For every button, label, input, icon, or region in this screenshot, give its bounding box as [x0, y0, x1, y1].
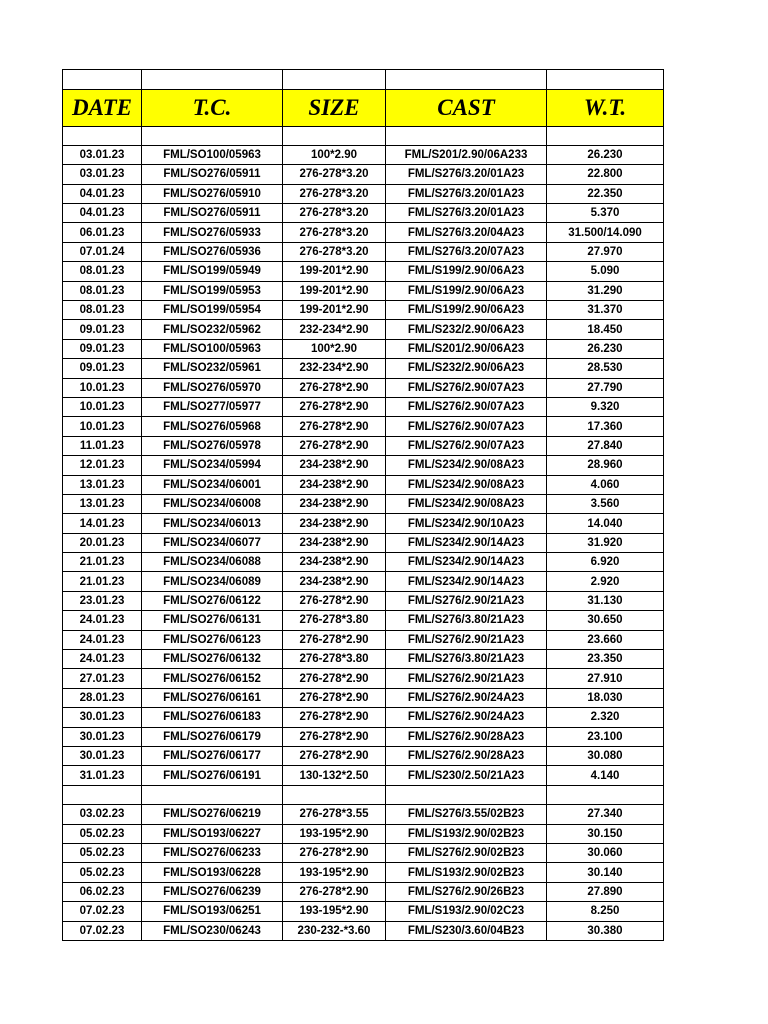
- cast-cell[interactable]: FML/S276/2.90/07A23: [386, 436, 547, 455]
- cast-cell[interactable]: FML/S201/2.90/06A233: [386, 145, 547, 164]
- date-cell[interactable]: 07.02.23: [63, 921, 142, 940]
- size-cell[interactable]: 276-278*2.90: [283, 708, 386, 727]
- wt-cell[interactable]: 31.500/14.090: [547, 223, 664, 242]
- wt-cell[interactable]: 18.450: [547, 320, 664, 339]
- wt-cell[interactable]: 27.340: [547, 805, 664, 824]
- date-cell[interactable]: 07.02.23: [63, 902, 142, 921]
- table-row: [63, 514, 664, 533]
- size-cell[interactable]: 276-278*2.90: [283, 688, 386, 707]
- wt-cell[interactable]: 2.920: [547, 572, 664, 591]
- date-cell[interactable]: 10.01.23: [63, 397, 142, 416]
- wt-cell[interactable]: 18.030: [547, 688, 664, 707]
- wt-cell[interactable]: 30.060: [547, 843, 664, 862]
- cast-cell[interactable]: FML/S276/2.90/21A23: [386, 669, 547, 688]
- cast-cell[interactable]: FML/S276/2.90/28A23: [386, 727, 547, 746]
- wt-cell[interactable]: 26.230: [547, 339, 664, 358]
- tc-cell[interactable]: FML/SO276/06152: [142, 669, 283, 688]
- cast-cell[interactable]: FML/S276/2.90/07A23: [386, 417, 547, 436]
- size-cell[interactable]: 234-238*2.90: [283, 553, 386, 572]
- size-cell[interactable]: 199-201*2.90: [283, 262, 386, 281]
- table-row: [63, 165, 664, 184]
- date-cell[interactable]: 24.01.23: [63, 611, 142, 630]
- date-cell[interactable]: 05.02.23: [63, 863, 142, 882]
- blank-cell[interactable]: [63, 126, 142, 145]
- size-cell[interactable]: 193-195*2.90: [283, 863, 386, 882]
- tc-cell[interactable]: FML/SO193/06227: [142, 824, 283, 843]
- table-row: [63, 630, 664, 649]
- cast-cell[interactable]: FML/S276/3.55/02B23: [386, 805, 547, 824]
- size-cell[interactable]: 276-278*2.90: [283, 727, 386, 746]
- table-row: [63, 223, 664, 242]
- wt-cell[interactable]: 14.040: [547, 514, 664, 533]
- wt-cell[interactable]: 17.360: [547, 417, 664, 436]
- tc-cell[interactable]: FML/SO276/06179: [142, 727, 283, 746]
- date-cell[interactable]: 05.02.23: [63, 843, 142, 862]
- tc-cell[interactable]: FML/SO276/06161: [142, 688, 283, 707]
- tc-cell[interactable]: FML/SO276/05936: [142, 242, 283, 261]
- wt-cell[interactable]: 31.370: [547, 301, 664, 320]
- tc-cell[interactable]: FML/SO276/06183: [142, 708, 283, 727]
- tc-cell[interactable]: FML/SO276/05933: [142, 223, 283, 242]
- wt-cell[interactable]: 27.790: [547, 378, 664, 397]
- date-cell[interactable]: 08.01.23: [63, 281, 142, 300]
- tc-cell[interactable]: FML/SO230/06243: [142, 921, 283, 940]
- tc-cell[interactable]: FML/SO276/05978: [142, 436, 283, 455]
- wt-cell[interactable]: 31.290: [547, 281, 664, 300]
- wt-cell[interactable]: 30.650: [547, 611, 664, 630]
- tc-cell[interactable]: FML/SO276/06131: [142, 611, 283, 630]
- wt-cell[interactable]: 22.350: [547, 184, 664, 203]
- size-cell[interactable]: 199-201*2.90: [283, 281, 386, 300]
- cast-cell[interactable]: FML/S276/2.90/21A23: [386, 591, 547, 610]
- blank-cell[interactable]: [386, 126, 547, 145]
- cast-cell[interactable]: FML/S199/2.90/06A23: [386, 301, 547, 320]
- date-cell[interactable]: 08.01.23: [63, 262, 142, 281]
- size-cell[interactable]: 276-278*2.90: [283, 747, 386, 766]
- table-row: [63, 708, 664, 727]
- blank-cell[interactable]: [63, 785, 142, 804]
- size-cell[interactable]: 130-132*2.50: [283, 766, 386, 785]
- table-row: [63, 921, 664, 940]
- size-cell[interactable]: 276-278*3.20: [283, 184, 386, 203]
- blank-cell[interactable]: [547, 126, 664, 145]
- cast-cell[interactable]: FML/S234/2.90/14A23: [386, 533, 547, 552]
- cast-cell[interactable]: FML/S199/2.90/06A23: [386, 262, 547, 281]
- blank-cell[interactable]: [283, 70, 386, 90]
- table-row: [63, 902, 664, 921]
- wt-cell[interactable]: 26.230: [547, 145, 664, 164]
- tc-cell[interactable]: FML/SO276/06233: [142, 843, 283, 862]
- tc-cell[interactable]: FML/SO193/06228: [142, 863, 283, 882]
- blank-cell[interactable]: [63, 70, 142, 90]
- table-row: [63, 145, 664, 164]
- date-cell[interactable]: 24.01.23: [63, 630, 142, 649]
- tc-cell[interactable]: FML/SO232/05962: [142, 320, 283, 339]
- size-cell[interactable]: 276-278*3.20: [283, 204, 386, 223]
- size-cell[interactable]: 276-278*3.80: [283, 650, 386, 669]
- date-cell[interactable]: 20.01.23: [63, 533, 142, 552]
- date-cell[interactable]: 31.01.23: [63, 766, 142, 785]
- table-row: [63, 262, 664, 281]
- table-row: [63, 727, 664, 746]
- date-cell[interactable]: 09.01.23: [63, 339, 142, 358]
- table-row: [63, 591, 664, 610]
- cast-cell[interactable]: FML/S232/2.90/06A23: [386, 359, 547, 378]
- tc-cell[interactable]: FML/SO276/06239: [142, 882, 283, 901]
- size-cell[interactable]: 100*2.90: [283, 339, 386, 358]
- date-cell[interactable]: 14.01.23: [63, 514, 142, 533]
- tc-cell[interactable]: FML/SO276/05968: [142, 417, 283, 436]
- wt-cell[interactable]: 2.320: [547, 708, 664, 727]
- tc-cell[interactable]: FML/SO276/06123: [142, 630, 283, 649]
- wt-cell[interactable]: 27.910: [547, 669, 664, 688]
- tc-cell[interactable]: FML/SO276/06132: [142, 650, 283, 669]
- cast-cell[interactable]: FML/S276/2.90/28A23: [386, 747, 547, 766]
- size-cell[interactable]: 276-278*2.90: [283, 843, 386, 862]
- wt-cell[interactable]: 31.130: [547, 591, 664, 610]
- cast-cell[interactable]: FML/S276/2.90/07A23: [386, 397, 547, 416]
- table-row: [63, 301, 664, 320]
- spreadsheet-table: [62, 69, 664, 941]
- cast-cell[interactable]: FML/S276/2.90/21A23: [386, 630, 547, 649]
- tc-cell[interactable]: FML/SO276/06219: [142, 805, 283, 824]
- date-cell[interactable]: 30.01.23: [63, 727, 142, 746]
- blank-cell[interactable]: [142, 126, 283, 145]
- wt-cell[interactable]: 6.920: [547, 553, 664, 572]
- table-body: [63, 70, 664, 941]
- wt-cell[interactable]: 9.320: [547, 397, 664, 416]
- wt-cell[interactable]: 22.800: [547, 165, 664, 184]
- table-row: [63, 553, 664, 572]
- size-cell[interactable]: 234-238*2.90: [283, 456, 386, 475]
- table-row: [63, 650, 664, 669]
- cast-cell[interactable]: FML/S276/2.90/24A23: [386, 708, 547, 727]
- size-cell[interactable]: 276-278*2.90: [283, 630, 386, 649]
- blank-cell[interactable]: [283, 126, 386, 145]
- size-cell[interactable]: 232-234*2.90: [283, 359, 386, 378]
- date-cell[interactable]: 30.01.23: [63, 747, 142, 766]
- table-row: [63, 417, 664, 436]
- blank-cell[interactable]: [142, 785, 283, 804]
- blank-row: [63, 785, 664, 804]
- wt-cell[interactable]: 3.560: [547, 494, 664, 513]
- cast-cell[interactable]: FML/S276/3.80/21A23: [386, 650, 547, 669]
- tc-cell[interactable]: FML/SO234/06077: [142, 533, 283, 552]
- wt-cell[interactable]: 28.530: [547, 359, 664, 378]
- tc-cell[interactable]: FML/SO234/06013: [142, 514, 283, 533]
- wt-cell[interactable]: 27.970: [547, 242, 664, 261]
- date-cell[interactable]: 27.01.23: [63, 669, 142, 688]
- table-row: [63, 397, 664, 416]
- table-row: [63, 843, 664, 862]
- date-cell[interactable]: 04.01.23: [63, 184, 142, 203]
- header-size[interactable]: SIZE: [283, 89, 386, 126]
- cast-cell[interactable]: FML/S230/3.60/04B23: [386, 921, 547, 940]
- size-cell[interactable]: 276-278*3.20: [283, 165, 386, 184]
- wt-cell[interactable]: 23.660: [547, 630, 664, 649]
- date-cell[interactable]: 12.01.23: [63, 456, 142, 475]
- size-cell[interactable]: 276-278*2.90: [283, 669, 386, 688]
- wt-cell[interactable]: 30.140: [547, 863, 664, 882]
- tc-cell[interactable]: FML/SO276/05911: [142, 165, 283, 184]
- tc-cell[interactable]: FML/SO234/06001: [142, 475, 283, 494]
- table-row: [63, 688, 664, 707]
- size-cell[interactable]: 234-238*2.90: [283, 572, 386, 591]
- date-cell[interactable]: 09.01.23: [63, 359, 142, 378]
- size-cell[interactable]: 276-278*3.55: [283, 805, 386, 824]
- cast-cell[interactable]: FML/S234/2.90/14A23: [386, 572, 547, 591]
- cast-cell[interactable]: FML/S276/3.20/07A23: [386, 242, 547, 261]
- date-cell[interactable]: 03.01.23: [63, 165, 142, 184]
- size-cell[interactable]: 100*2.90: [283, 145, 386, 164]
- tc-cell[interactable]: FML/SO276/06177: [142, 747, 283, 766]
- table-row: [63, 533, 664, 552]
- cast-cell[interactable]: FML/S276/3.20/01A23: [386, 184, 547, 203]
- table-row: [63, 242, 664, 261]
- cast-cell[interactable]: FML/S193/2.90/02B23: [386, 863, 547, 882]
- tc-cell[interactable]: FML/SO199/05954: [142, 301, 283, 320]
- table-row: [63, 320, 664, 339]
- size-cell[interactable]: 232-234*2.90: [283, 320, 386, 339]
- size-cell[interactable]: 193-195*2.90: [283, 902, 386, 921]
- table-row: [63, 824, 664, 843]
- blank-cell[interactable]: [386, 70, 547, 90]
- blank-row: [63, 70, 664, 90]
- cast-cell[interactable]: FML/S276/3.20/04A23: [386, 223, 547, 242]
- tc-cell[interactable]: FML/SO234/06089: [142, 572, 283, 591]
- wt-cell[interactable]: 28.960: [547, 456, 664, 475]
- table-row: [63, 572, 664, 591]
- tc-cell[interactable]: FML/SO199/05949: [142, 262, 283, 281]
- date-cell[interactable]: 03.02.23: [63, 805, 142, 824]
- cast-cell[interactable]: FML/S232/2.90/06A23: [386, 320, 547, 339]
- wt-cell[interactable]: 31.920: [547, 533, 664, 552]
- table-row: [63, 281, 664, 300]
- blank-cell[interactable]: [386, 785, 547, 804]
- wt-cell[interactable]: 23.100: [547, 727, 664, 746]
- size-cell[interactable]: 230-232-*3.60: [283, 921, 386, 940]
- date-cell[interactable]: 06.02.23: [63, 882, 142, 901]
- table-row: [63, 339, 664, 358]
- table-row: [63, 475, 664, 494]
- size-cell[interactable]: 276-278*3.20: [283, 223, 386, 242]
- size-cell[interactable]: 276-278*2.90: [283, 378, 386, 397]
- table-row: [63, 436, 664, 455]
- size-cell[interactable]: 234-238*2.90: [283, 514, 386, 533]
- date-cell[interactable]: 10.01.23: [63, 417, 142, 436]
- tc-cell[interactable]: FML/SO232/05961: [142, 359, 283, 378]
- table-row: [63, 204, 664, 223]
- cast-cell[interactable]: FML/S276/3.20/01A23: [386, 165, 547, 184]
- cast-cell[interactable]: FML/S276/2.90/07A23: [386, 378, 547, 397]
- wt-cell[interactable]: 30.080: [547, 747, 664, 766]
- tc-cell[interactable]: FML/SO276/05970: [142, 378, 283, 397]
- blank-cell[interactable]: [283, 785, 386, 804]
- tc-cell[interactable]: FML/SO277/05977: [142, 397, 283, 416]
- table-row: [63, 456, 664, 475]
- date-cell[interactable]: 30.01.23: [63, 708, 142, 727]
- table-row: [63, 863, 664, 882]
- tc-cell[interactable]: FML/SO193/06251: [142, 902, 283, 921]
- cast-cell[interactable]: FML/S276/3.80/21A23: [386, 611, 547, 630]
- cast-cell[interactable]: FML/S276/3.20/01A23: [386, 204, 547, 223]
- cast-cell[interactable]: FML/S276/2.90/24A23: [386, 688, 547, 707]
- date-cell[interactable]: 06.01.23: [63, 223, 142, 242]
- table-row: [63, 805, 664, 824]
- table-row: [63, 184, 664, 203]
- date-cell[interactable]: 13.01.23: [63, 494, 142, 513]
- blank-cell[interactable]: [547, 785, 664, 804]
- size-cell[interactable]: 276-278*3.20: [283, 242, 386, 261]
- size-cell[interactable]: 276-278*2.90: [283, 397, 386, 416]
- date-cell[interactable]: 13.01.23: [63, 475, 142, 494]
- table-row: [63, 766, 664, 785]
- cast-cell[interactable]: FML/S193/2.90/02B23: [386, 824, 547, 843]
- wt-cell[interactable]: 27.890: [547, 882, 664, 901]
- date-cell[interactable]: 07.01.24: [63, 242, 142, 261]
- cast-cell[interactable]: FML/S234/2.90/08A23: [386, 475, 547, 494]
- tc-cell[interactable]: FML/SO100/05963: [142, 145, 283, 164]
- date-cell[interactable]: 23.01.23: [63, 591, 142, 610]
- tc-cell[interactable]: FML/SO234/05994: [142, 456, 283, 475]
- size-cell[interactable]: 193-195*2.90: [283, 824, 386, 843]
- blank-cell[interactable]: [142, 70, 283, 90]
- wt-cell[interactable]: 4.060: [547, 475, 664, 494]
- cast-cell[interactable]: FML/S234/2.90/14A23: [386, 553, 547, 572]
- table-row: [63, 359, 664, 378]
- table-row: [63, 882, 664, 901]
- wt-cell[interactable]: 8.250: [547, 902, 664, 921]
- table-row: [63, 494, 664, 513]
- date-cell[interactable]: 03.01.23: [63, 145, 142, 164]
- header-row: [63, 89, 664, 126]
- size-cell[interactable]: 276-278*2.90: [283, 882, 386, 901]
- date-cell[interactable]: 28.01.23: [63, 688, 142, 707]
- cast-cell[interactable]: FML/S234/2.90/08A23: [386, 456, 547, 475]
- wt-cell[interactable]: 5.370: [547, 204, 664, 223]
- wt-cell[interactable]: 30.150: [547, 824, 664, 843]
- tc-cell[interactable]: FML/SO100/05963: [142, 339, 283, 358]
- tc-cell[interactable]: FML/SO199/05953: [142, 281, 283, 300]
- date-cell[interactable]: 09.01.23: [63, 320, 142, 339]
- date-cell[interactable]: 10.01.23: [63, 378, 142, 397]
- date-cell[interactable]: 21.01.23: [63, 553, 142, 572]
- tc-cell[interactable]: FML/SO234/06088: [142, 553, 283, 572]
- header-tc[interactable]: T.C.: [142, 89, 283, 126]
- wt-cell[interactable]: 4.140: [547, 766, 664, 785]
- header-date[interactable]: DATE: [63, 89, 142, 126]
- cast-cell[interactable]: FML/S230/2.50/21A23: [386, 766, 547, 785]
- date-cell[interactable]: 11.01.23: [63, 436, 142, 455]
- wt-cell[interactable]: 23.350: [547, 650, 664, 669]
- cast-cell[interactable]: FML/S201/2.90/06A23: [386, 339, 547, 358]
- table-row: [63, 378, 664, 397]
- size-cell[interactable]: 276-278*3.80: [283, 611, 386, 630]
- cast-cell[interactable]: FML/S276/2.90/02B23: [386, 843, 547, 862]
- tc-cell[interactable]: FML/SO276/05911: [142, 204, 283, 223]
- date-cell[interactable]: 04.01.23: [63, 204, 142, 223]
- size-cell[interactable]: 276-278*2.90: [283, 436, 386, 455]
- wt-cell[interactable]: 27.840: [547, 436, 664, 455]
- header-cast[interactable]: CAST: [386, 89, 547, 126]
- cast-cell[interactable]: FML/S193/2.90/02C23: [386, 902, 547, 921]
- date-cell[interactable]: 21.01.23: [63, 572, 142, 591]
- table-row: [63, 611, 664, 630]
- header-wt[interactable]: W.T.: [547, 89, 664, 126]
- size-cell[interactable]: 199-201*2.90: [283, 301, 386, 320]
- tc-cell[interactable]: FML/SO276/06191: [142, 766, 283, 785]
- date-cell[interactable]: 05.02.23: [63, 824, 142, 843]
- size-cell[interactable]: 234-238*2.90: [283, 475, 386, 494]
- blank-cell[interactable]: [547, 70, 664, 90]
- cast-cell[interactable]: FML/S199/2.90/06A23: [386, 281, 547, 300]
- cast-cell[interactable]: FML/S276/2.90/26B23: [386, 882, 547, 901]
- wt-cell[interactable]: 5.090: [547, 262, 664, 281]
- size-cell[interactable]: 234-238*2.90: [283, 494, 386, 513]
- size-cell[interactable]: 234-238*2.90: [283, 533, 386, 552]
- blank-row: [63, 126, 664, 145]
- size-cell[interactable]: 276-278*2.90: [283, 591, 386, 610]
- wt-cell[interactable]: 30.380: [547, 921, 664, 940]
- cast-cell[interactable]: FML/S234/2.90/08A23: [386, 494, 547, 513]
- date-cell[interactable]: 24.01.23: [63, 650, 142, 669]
- cast-cell[interactable]: FML/S234/2.90/10A23: [386, 514, 547, 533]
- date-cell[interactable]: 08.01.23: [63, 301, 142, 320]
- tc-cell[interactable]: FML/SO276/05910: [142, 184, 283, 203]
- table-row: [63, 669, 664, 688]
- size-cell[interactable]: 276-278*2.90: [283, 417, 386, 436]
- table-row: [63, 747, 664, 766]
- tc-cell[interactable]: FML/SO234/06008: [142, 494, 283, 513]
- tc-cell[interactable]: FML/SO276/06122: [142, 591, 283, 610]
